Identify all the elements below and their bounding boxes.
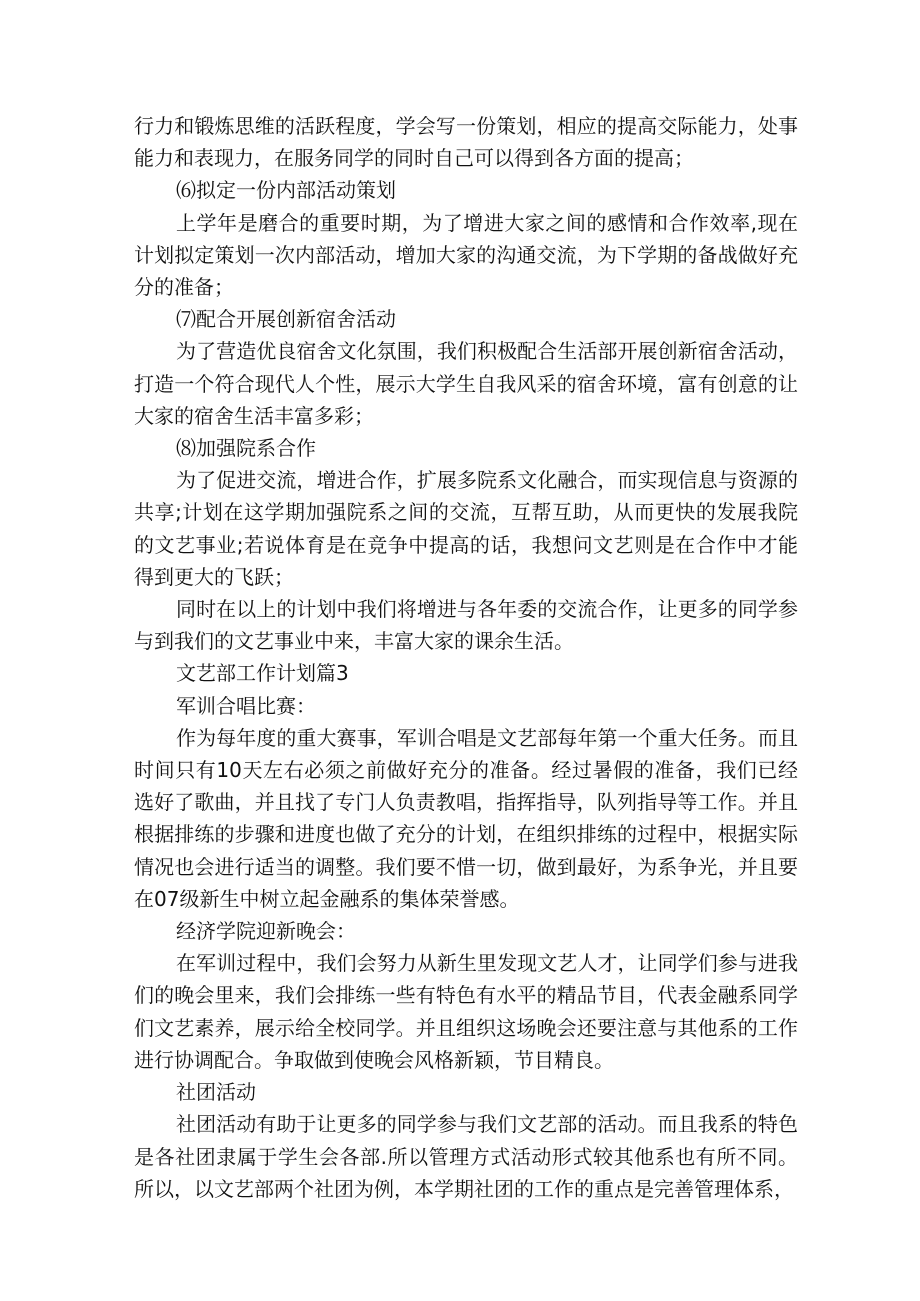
heading-department-cooperation: ⑻加强院系合作 bbox=[176, 436, 316, 461]
paragraph-welcome-party: 在军训过程中，我们会努力从新生里发现文艺人才，让同学们参与进我们的晚会里来，我们会排练一些有特色有水平的精品节目，代表金融系同学们文艺素养，展示给全校同学。并且组织这场晚会还要注意与其他系的工作进行协调配合。争取做到使晚会风格新颖，节目精良。 bbox=[134, 951, 798, 1072]
heading-welcome-party: 经济学院迎新晚会： bbox=[176, 919, 356, 944]
paragraph-military-chorus: 作为每年度的重大赛事，军训合唱是文艺部每年第一个重大任务。而且时间只有10天左右必须之前做好充分的准备。经过暑假的准备，我们已经选好了歌曲，并且找了专门人负责教唱，指挥指导，队列指导等工作。并且根据排练的步骤和进度也做了充分的计划，在组织排练的过程中，根据实际情况也会进行适当的调整。我们要不惜一切，做到最好，为系争光，并且要在07级新生中树立起金融系的集体荣誉感。 bbox=[134, 725, 798, 911]
paragraph-intro-continued: 行力和锻炼思维的活跃程度，学会写一份策划，相应的提高交际能力，处事能力和表现力，在服务同学的同时自己可以得到各方面的提高； bbox=[134, 114, 798, 171]
paragraph-club-activities: 社团活动有助于让更多的同学参与我们文艺部的活动。而且我系的特色是各社团隶属于学生会各部.所以管理方式活动形式较其他系也有所不同。所以，以文艺部两个社团为例，本学期社团的工作的重点是完善管理体系， bbox=[134, 1112, 798, 1201]
document-page bbox=[134, 110, 798, 1205]
paragraph-year-committee-exchange: 同时在以上的计划中我们将增进与各年委的交流合作，让更多的同学参与到我们的文艺事业中来，丰富大家的课余生活。 bbox=[134, 597, 798, 654]
heading-dorm-activity: ⑺配合开展创新宿舍活动 bbox=[176, 307, 396, 332]
heading-club-activities: 社团活动 bbox=[176, 1080, 256, 1105]
heading-internal-activity-plan: ⑹拟定一份内部活动策划 bbox=[176, 178, 396, 203]
paragraph-department-cooperation: 为了促进交流，增进合作，扩展多院系文化融合，而实现信息与资源的共享;计划在这学期加强院系之间的交流，互帮互助，从而更快的发展我院的文艺事业;若说体育是在竞争中提高的话，我想问文艺则是在合作中才能得到更大的飞跃； bbox=[134, 468, 798, 589]
paragraph-internal-activity: 上学年是磨合的重要时期，为了增进大家之间的感情和合作效率,现在计划拟定策划一次内部活动，增加大家的沟通交流，为下学期的备战做好充分的准备； bbox=[134, 210, 798, 300]
heading-work-plan-3: 文艺部工作计划篇3 bbox=[176, 661, 349, 686]
heading-military-chorus: 军训合唱比赛： bbox=[176, 693, 316, 718]
paragraph-dorm-activity: 为了营造优良宿舍文化氛围，我们积极配合生活部开展创新宿舍活动，打造一个符合现代人个性，展示大学生自我风采的宿舍环境，富有创意的让大家的宿舍生活丰富多彩； bbox=[134, 339, 798, 428]
